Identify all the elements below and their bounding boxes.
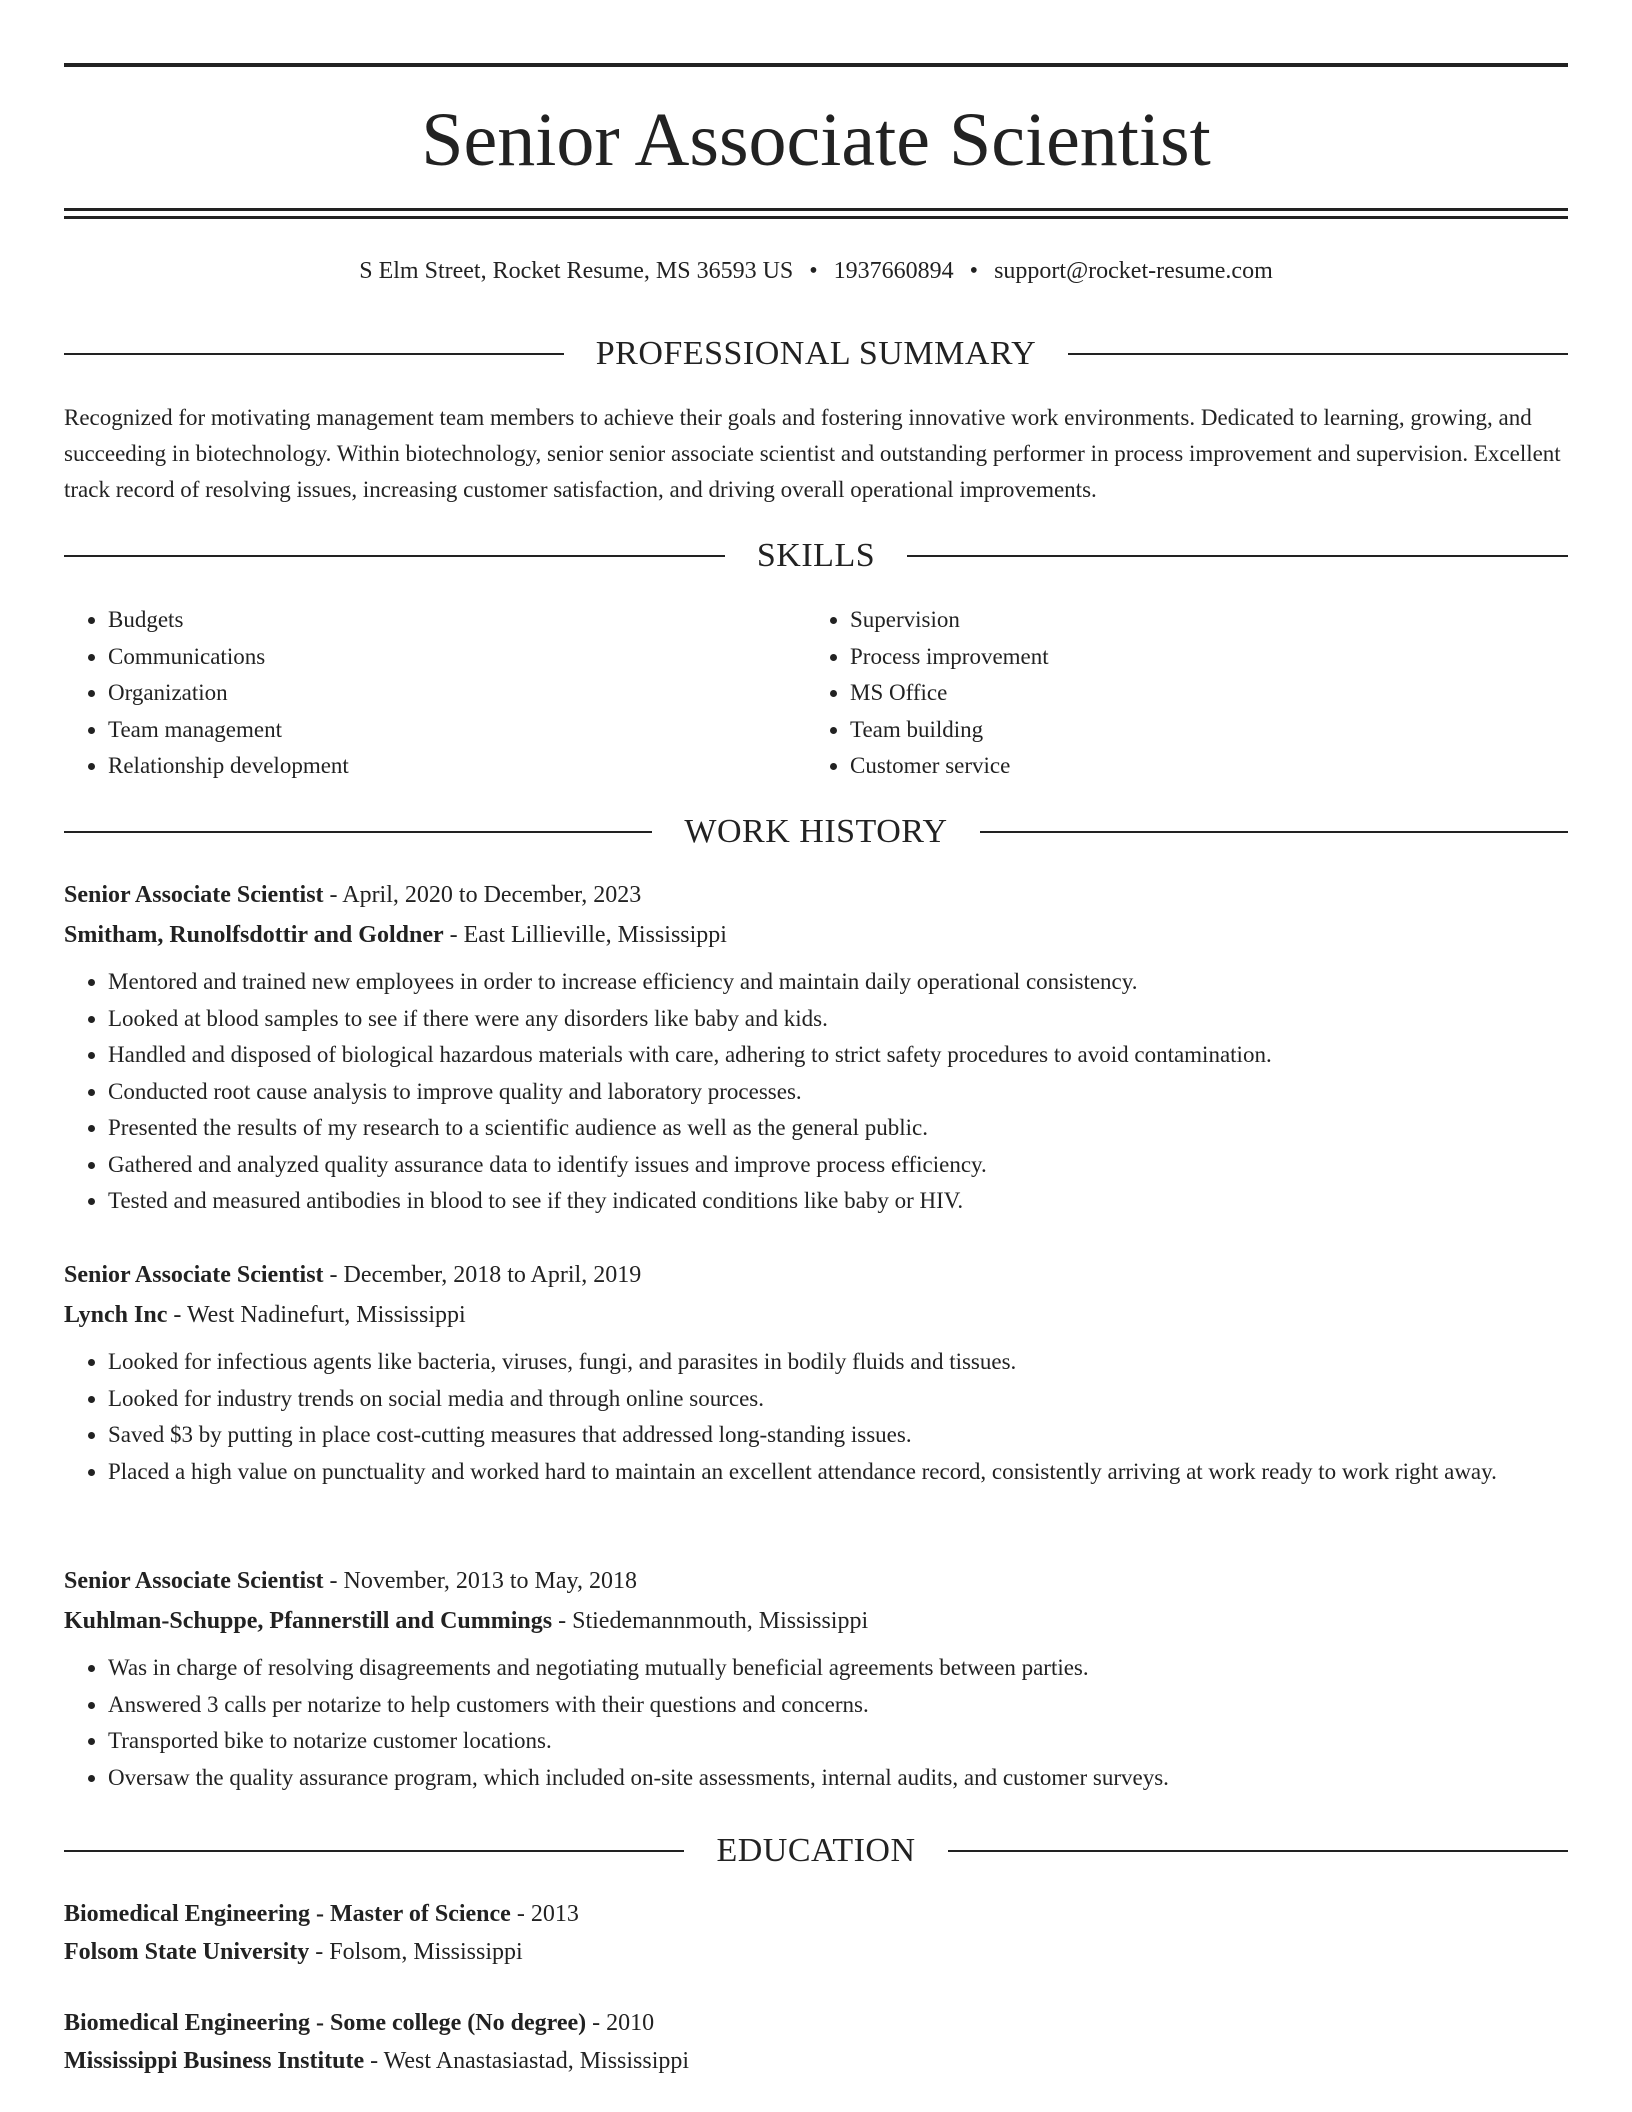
section-heading-summary (64, 334, 1568, 374)
job-company: Smitham, Runolfsdottir and Goldner (64, 922, 444, 948)
education-school: Mississippi Business Institute (64, 2048, 365, 2074)
education-year: 2010 (606, 2010, 655, 2036)
job-dates: December, 2018 to April, 2019 (343, 1262, 642, 1288)
dash: - (449, 922, 458, 948)
skills-column-right (806, 602, 1526, 785)
dash: - (370, 2048, 379, 2074)
education-degree: Biomedical Engineering - Some college (No degree) (64, 2010, 587, 2036)
job-entry (64, 1562, 1568, 1796)
job-bullet: • Looked for infectious agents like bacteria, viruses, fungi, and parasites in bodily fluids and tissues. (108, 1344, 1568, 1380)
job-bullet: • Handled and disposed of biological hazardous materials with care, adhering to strict safety procedures to avoid contamination. (108, 1037, 1568, 1073)
job-bullet: • Answered 3 calls per notarize to help customers with their questions and concerns. (108, 1687, 1568, 1723)
section-heading-education (64, 1831, 1568, 1871)
job-bullet: • Looked for industry trends on social media and through online sources. (108, 1381, 1568, 1417)
dash: - (315, 1939, 324, 1965)
job-bullet: • Conducted root cause analysis to improve quality and laboratory processes. (108, 1074, 1568, 1110)
education-year: 2013 (530, 1901, 579, 1927)
dash: - (516, 1901, 525, 1927)
dash: - (329, 1568, 338, 1594)
contact-address: S Elm Street, Rocket Resume, MS 36593 US (359, 258, 794, 284)
divider (64, 831, 652, 833)
job-title: Senior Associate Scientist (64, 1262, 324, 1288)
skill-item: • Relationship development (108, 748, 784, 784)
job-location: Stiedemannmouth, Mississippi (572, 1608, 869, 1634)
job-entry (64, 1256, 1568, 1490)
job-bullet: • Placed a high value on punctuality and worked hard to maintain an excellent attendance record, consistently arriving at work ready to work right away. (108, 1454, 1568, 1490)
job-company: Lynch Inc (64, 1302, 168, 1328)
divider (907, 555, 1568, 557)
skill-item: • Supervision (850, 602, 1526, 638)
job-bullet: • Presented the results of my research to a scientific audience as well as the general public. (108, 1110, 1568, 1146)
job-bullet: • Oversaw the quality assurance program, which included on-site assessments, internal audits, and customer surveys. (108, 1760, 1568, 1796)
section-title: EDUCATION (716, 1832, 916, 1869)
job-bullet: • Saved $3 by putting in place cost-cutting measures that addressed long-standing issues. (108, 1417, 1568, 1453)
section-heading-skills (64, 536, 1568, 576)
skills-column-left (64, 602, 784, 785)
header-bottom-rule-second (64, 216, 1568, 219)
dash: - (173, 1302, 182, 1328)
section-title: PROFESSIONAL SUMMARY (595, 335, 1037, 372)
contact-email: support@rocket-resume.com (994, 258, 1273, 284)
contact-separator: • (969, 258, 979, 284)
dash: - (329, 1262, 338, 1288)
divider (64, 353, 564, 355)
summary-text: Recognized for motivating management team members to achieve their goals and fostering innovative work environments. Dedicated to learning, growing, and succeeding in biotechnology. Within biotechnology, senior senior associate scientist and outstanding performer in process improvement and supervision. Excellent track record of resolving issues, increasing customer satisfaction, and driving overall operational improvements. (64, 405, 1561, 502)
contact-phone: 1937660894 (833, 258, 954, 284)
divider (1068, 353, 1568, 355)
section-title: WORK HISTORY (684, 813, 948, 850)
education-location: Folsom, Mississippi (329, 1939, 523, 1965)
contact-separator: • (809, 258, 818, 284)
skill-item: • Customer service (850, 748, 1526, 784)
skill-item: • Organization (108, 675, 784, 711)
divider (64, 555, 725, 557)
job-title: Senior Associate Scientist (64, 1568, 324, 1594)
dash: - (592, 2010, 601, 2036)
divider (948, 1850, 1568, 1852)
skill-item: • Process improvement (850, 639, 1526, 675)
contact-line (64, 254, 1568, 288)
dash: - (329, 882, 338, 908)
job-location: West Nadinefurt, Mississippi (186, 1302, 466, 1328)
divider (980, 831, 1568, 833)
skill-item: • MS Office (850, 675, 1526, 711)
job-bullet: • Tested and measured antibodies in blood to see if they indicated conditions like baby or HIV. (108, 1183, 1568, 1219)
education-degree: Biomedical Engineering - Master of Science (64, 1901, 511, 1927)
job-bullet: • Mentored and trained new employees in order to increase efficiency and maintain daily operational consistency. (108, 964, 1568, 1000)
skill-item: • Communications (108, 639, 784, 675)
job-bullet: • Was in charge of resolving disagreements and negotiating mutually beneficial agreements between parties. (108, 1650, 1568, 1686)
education-location: West Anastasiastad, Mississippi (383, 2048, 690, 2074)
job-location: East Lillieville, Mississippi (463, 922, 727, 948)
section-heading-work-history (64, 812, 1568, 852)
job-title: Senior Associate Scientist (64, 882, 324, 908)
job-entry (64, 876, 1568, 1220)
dash: - (558, 1608, 567, 1634)
job-dates: April, 2020 to December, 2023 (342, 882, 642, 908)
resume-title: Senior Associate Scientist (421, 98, 1211, 182)
education-entry (64, 1895, 1568, 1971)
skill-item: • Budgets (108, 602, 784, 638)
job-bullet: • Gathered and analyzed quality assurance data to identify issues and improve process efficiency. (108, 1147, 1568, 1183)
header-top-rule (64, 63, 1568, 67)
education-entry (64, 2004, 1568, 2080)
section-title: SKILLS (756, 537, 876, 574)
skill-item: • Team management (108, 712, 784, 748)
divider (64, 1850, 684, 1852)
job-bullet: • Transported bike to notarize customer locations. (108, 1723, 1568, 1759)
job-dates: November, 2013 to May, 2018 (343, 1568, 637, 1594)
job-company: Kuhlman-Schuppe, Pfannerstill and Cummings (64, 1608, 553, 1634)
header-bottom-rule (64, 208, 1568, 211)
education-school: Folsom State University (64, 1939, 310, 1965)
skill-item: • Team building (850, 712, 1526, 748)
job-bullet: • Looked at blood samples to see if there were any disorders like baby and kids. (108, 1001, 1568, 1037)
